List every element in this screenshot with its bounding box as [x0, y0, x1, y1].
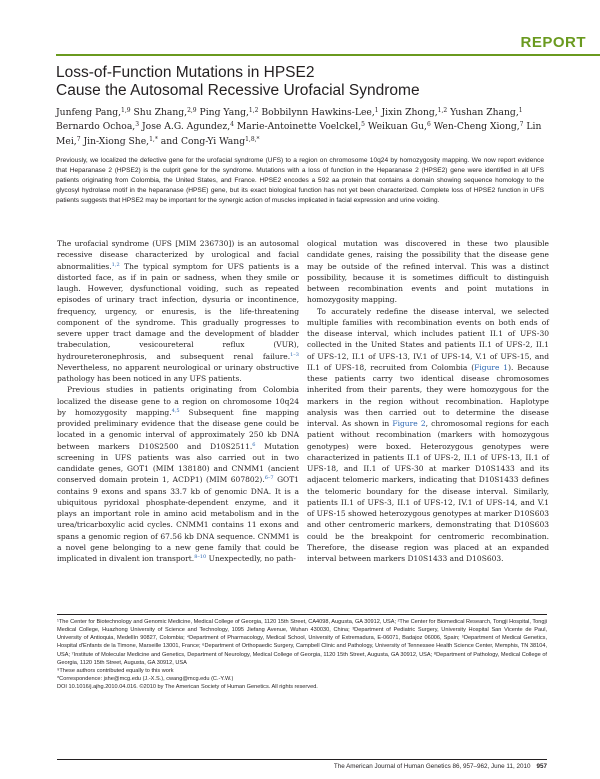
paragraph: To accurately redefine the disease interval, we selected multiple families with recombination events on both ends of the disease interval, which includes patient II.1 of UFS-30 collected in the United States and patients II.1 of UFS-2, II.1 of UFS-12, II.1 of UFS-13, IV.1 of UFS-14, V.1 of UFS-15, and II.1 of UFS-18, recruited from Colombia (Figure 1). Because these patients carry two identical disease chromosomes inherited from their parents, they were homozygous for the markers in the region without recombination. Haplotype analysis was then carried out to determine the disease interval. As shown in Figure 2, chromosomal regions for each patient without recombination (markers with homozygous genotypes) were boxed. Heterozygous genotypes were characterized in patients II.1 of UFS-2, II.1 of UFS-13, II.1 of UFS-18, and II.1 of UFS-30 at marker D10S1433 and its adjacent telomeric markers, indicating that D10S1433 defines the telomeric boundary for the disease interval. Similarly, patients II.1 of UFS-3, II.1 of UFS-12, IV.1 of UFS-14, and V.1 of UFS-15 showed heterozygous genotypes at marker D10S603 and other centromeric markers, demonstrating that D10S603 could be the breakpoint for centromeric recombination. Therefore, the disease region was placed at an expanded interval between markers D10S1433 and D10S603. [307, 306, 550, 563]
citation-ref[interactable]: 6–7 [264, 475, 274, 482]
author-name [450, 107, 522, 118]
citation-ref[interactable]: 6 [252, 441, 256, 448]
doi-line: DOI 10.1016/j.ajhg.2010.04.016. ©2010 by The American Society of Human Genetics. All rights reserved. [57, 684, 318, 691]
author-label: Bernardo Ochoa, [56, 121, 136, 133]
author-name [434, 121, 524, 132]
journal-citation: The American Journal of Human Genetics 86, 957–962, June 11, 2010 [333, 763, 531, 770]
affiliation-marker: 6 [426, 121, 431, 129]
author-name [134, 107, 197, 118]
author-label: Shu Zhang, [133, 107, 188, 118]
author-name [56, 121, 139, 132]
paragraph: ological mutation was discovered in these two plausible candidate genes, raising the possibility that the disease gene may be outside of the refined interval. This was a distinct possibility, because it is sometimes difficult to distinguish between recombination events and point mutations in homozygosity mapping. [307, 239, 549, 305]
body-column-left [57, 238, 299, 564]
figure-link[interactable]: Figure 1 [474, 362, 509, 372]
affiliation-marker: 1,* [149, 135, 158, 143]
affiliation-marker: 1,2 [437, 107, 448, 114]
paragraph: The urofacial syndrome (UFS [MIM 236730]) is an autosomal recessive disease characterized by urological and facial abnormalities.$^{1,2}$ The typical symptom for UFS patients is a distorted face, as if in pain or sadness, when they smile or laugh. However, dysfunctional voiding, such as repeated episodes of urinary tract infection, dysuria or incontinence, frequency, urgency, or enuresis, is the life-threatening component of the syndrome. This gradually progresses to severe upper tract damage and the development of bladder trabeculation, vesicoureteral reflux (VUR), hydroureteronephrosis, and subsequent renal failure.$^{1-3}$ Nevertheless, no apparent neurological or urinary obstructive pathology has been noticed in any UFS patients. [57, 239, 299, 383]
author-label: Wen-Cheng Xiong, [433, 121, 520, 133]
author-label: Marie-Antoinette Voelckel, [236, 121, 362, 133]
affiliation-marker: 1,8,* [245, 135, 260, 143]
paragraph: Previous studies in patients originating from Colombia localized the disease gene to a region on chromosome 10q24 by homozygosity mapping.$^{4,5}$ Subsequent fine mapping provided preliminary evidence that the disease gene could be located in a genomic interval of approximately 250 kb DNA between markers D10S2500 and D10S2511.$^6$ Mutation screening in UFS patients was also carried out in two candidate genes, GOT1 (MIM 138180) and CNMM1 (ancient conserved domain protein 1, ACDP1) (MIM 607802).$^{6-7}$ GOT1 contains 9 exons and spans 33.7 kb of genomic DNA. It is a ubiquitous pyridoxal phosphate-dependent enzyme, and it plays an important role in amino acid metabolism and in the urea/tricarboxylic acid cycles. CNMM1 contains 11 exons and spans a genomic region of 67.56 kb DNA sequence. CNMM1 is a novel gene belonging to a new gene family that could be implicated in divalent ion transport.$^{8-10}$ Unexpectedly, no path- [57, 385, 299, 563]
author-name [261, 107, 378, 118]
author-label: Junfeng Pang, [56, 107, 122, 118]
affiliation-marker: 2,9 [187, 107, 197, 114]
body-column-right [307, 238, 549, 564]
footer-rule [57, 759, 547, 760]
author-name [83, 136, 157, 147]
author-label: Ping Yang, [199, 107, 249, 118]
author-list [56, 106, 546, 149]
author-name [237, 121, 365, 132]
article-title [56, 64, 556, 100]
title-line-2: Cause the Autosomal Recessive Urofacial Syndrome [56, 82, 420, 99]
author-name [142, 121, 234, 132]
page-number: 957 [536, 763, 547, 770]
author-label: Lin Mei, [56, 121, 542, 147]
author-name [56, 107, 131, 118]
author-label: Jin-Xiong She, [83, 135, 150, 147]
title-line-1: Loss-of-Function Mutations in HPSE2 [56, 64, 315, 81]
author-label: Jixin Zhong, [381, 107, 438, 118]
author-label: Bobbilynn Hawkins-Lee, [261, 107, 375, 118]
author-name [382, 107, 448, 118]
affiliation-marker: 1 [518, 107, 523, 114]
author-label: and Cong-Yi Wang [160, 135, 246, 147]
equal-contribution-note: ⁹These authors contributed equally to this work [57, 667, 174, 674]
author-name [368, 121, 431, 132]
affiliation-marker: 4 [230, 121, 234, 129]
header-rule [56, 54, 600, 56]
abstract: Previously, we localized the defective gene for the urofacial syndrome (UFS) to a region on chromosome 10q24 by homozygosity mapping. We now report evidence that Heparanase 2 (HPSE2) is the culprit gene for the syndrome. Mutations with a loss of function in the Heparanase 2 (HPSE2) gene were identified in all UFS patients originating from Colombia, the United States, and France. HPSE2 encodes a 592 aa protein that contains a domain showing sequence homology to the glycosyl hydrolase motif in the heparanase (HPSE) gene, but its exact biological function has not yet been characterized. Complete loss of HPSE2 function in UFS patients suggests that HPSE2 may be important for the synergic action of muscles implicated in facial expression and urine voiding. [56, 157, 544, 205]
author-label: Yushan Zhang, [450, 107, 519, 118]
citation-ref[interactable]: 1–3 [290, 351, 299, 358]
author-label: Weikuan Gu, [367, 121, 427, 133]
affiliations: ¹The Center for Biotechnology and Genomic Medicine, Medical College of Georgia, 1120 15th Street, CA4098, Augusta, GA 30912, USA; ²The Center for Biomedical Research, Tongji Hospital, Tongji Medical College, Huazhong University of Science and Technology, 1095 Jiefang Avenue, Wuhan 430030, China; ³Department of Pediatric Surgery, University Hospital San Vicente de Paul, University of Antioquia, Medellín 90827, Colombia; ⁴Department of Pharmacology, Medical School, University of Extremadura, E-06071, Badajoz 06006, Spain; ⁵Department of Medical Genetics, Hospital d'Enfants de la Timone, Marseille 13001, France; ⁶Department of Orthopaedic Surgery, Campbell Clinic and Pathology, University of Tennessee Health Science Center, Memphis, TN 38104, USA; ⁷Institute of Molecular Medicine and Genetics, Department of Neurology, Medical College of Georgia, 1120 15th Street, Augusta, GA 30912, USA; ⁸Department of Pathology, Medical College of Georgia, 1120 15th Street, Augusta, GA 30912, USA [57, 619, 547, 666]
affiliation-marker: 1 [374, 107, 379, 114]
affiliation-marker: 7 [519, 121, 524, 129]
section-tag: REPORT [520, 34, 586, 51]
page-footer [334, 763, 547, 770]
figure-link[interactable]: Figure 2 [392, 419, 426, 428]
affiliation-marker: 5 [361, 121, 365, 129]
correspondence: *Correspondence: jshe@mcg.edu (J.-X.S.), cwang@mcg.edu (C.-Y.W.) [57, 676, 234, 683]
affiliation-marker: 3 [135, 121, 140, 129]
citation-ref[interactable]: 4,5 [171, 407, 180, 414]
footnote-rule [57, 614, 547, 615]
author-label: Jose A.G. Agundez, [141, 121, 231, 133]
author-name [200, 107, 259, 118]
citation-ref[interactable]: 1,2 [111, 261, 120, 268]
affiliation-marker: 1,9 [121, 107, 131, 114]
affiliation-marker: 7 [76, 135, 81, 143]
affiliation-marker: 1,2 [248, 107, 259, 114]
citation-ref[interactable]: 8–10 [194, 554, 207, 560]
footnotes [57, 618, 547, 691]
author-name [161, 136, 260, 147]
